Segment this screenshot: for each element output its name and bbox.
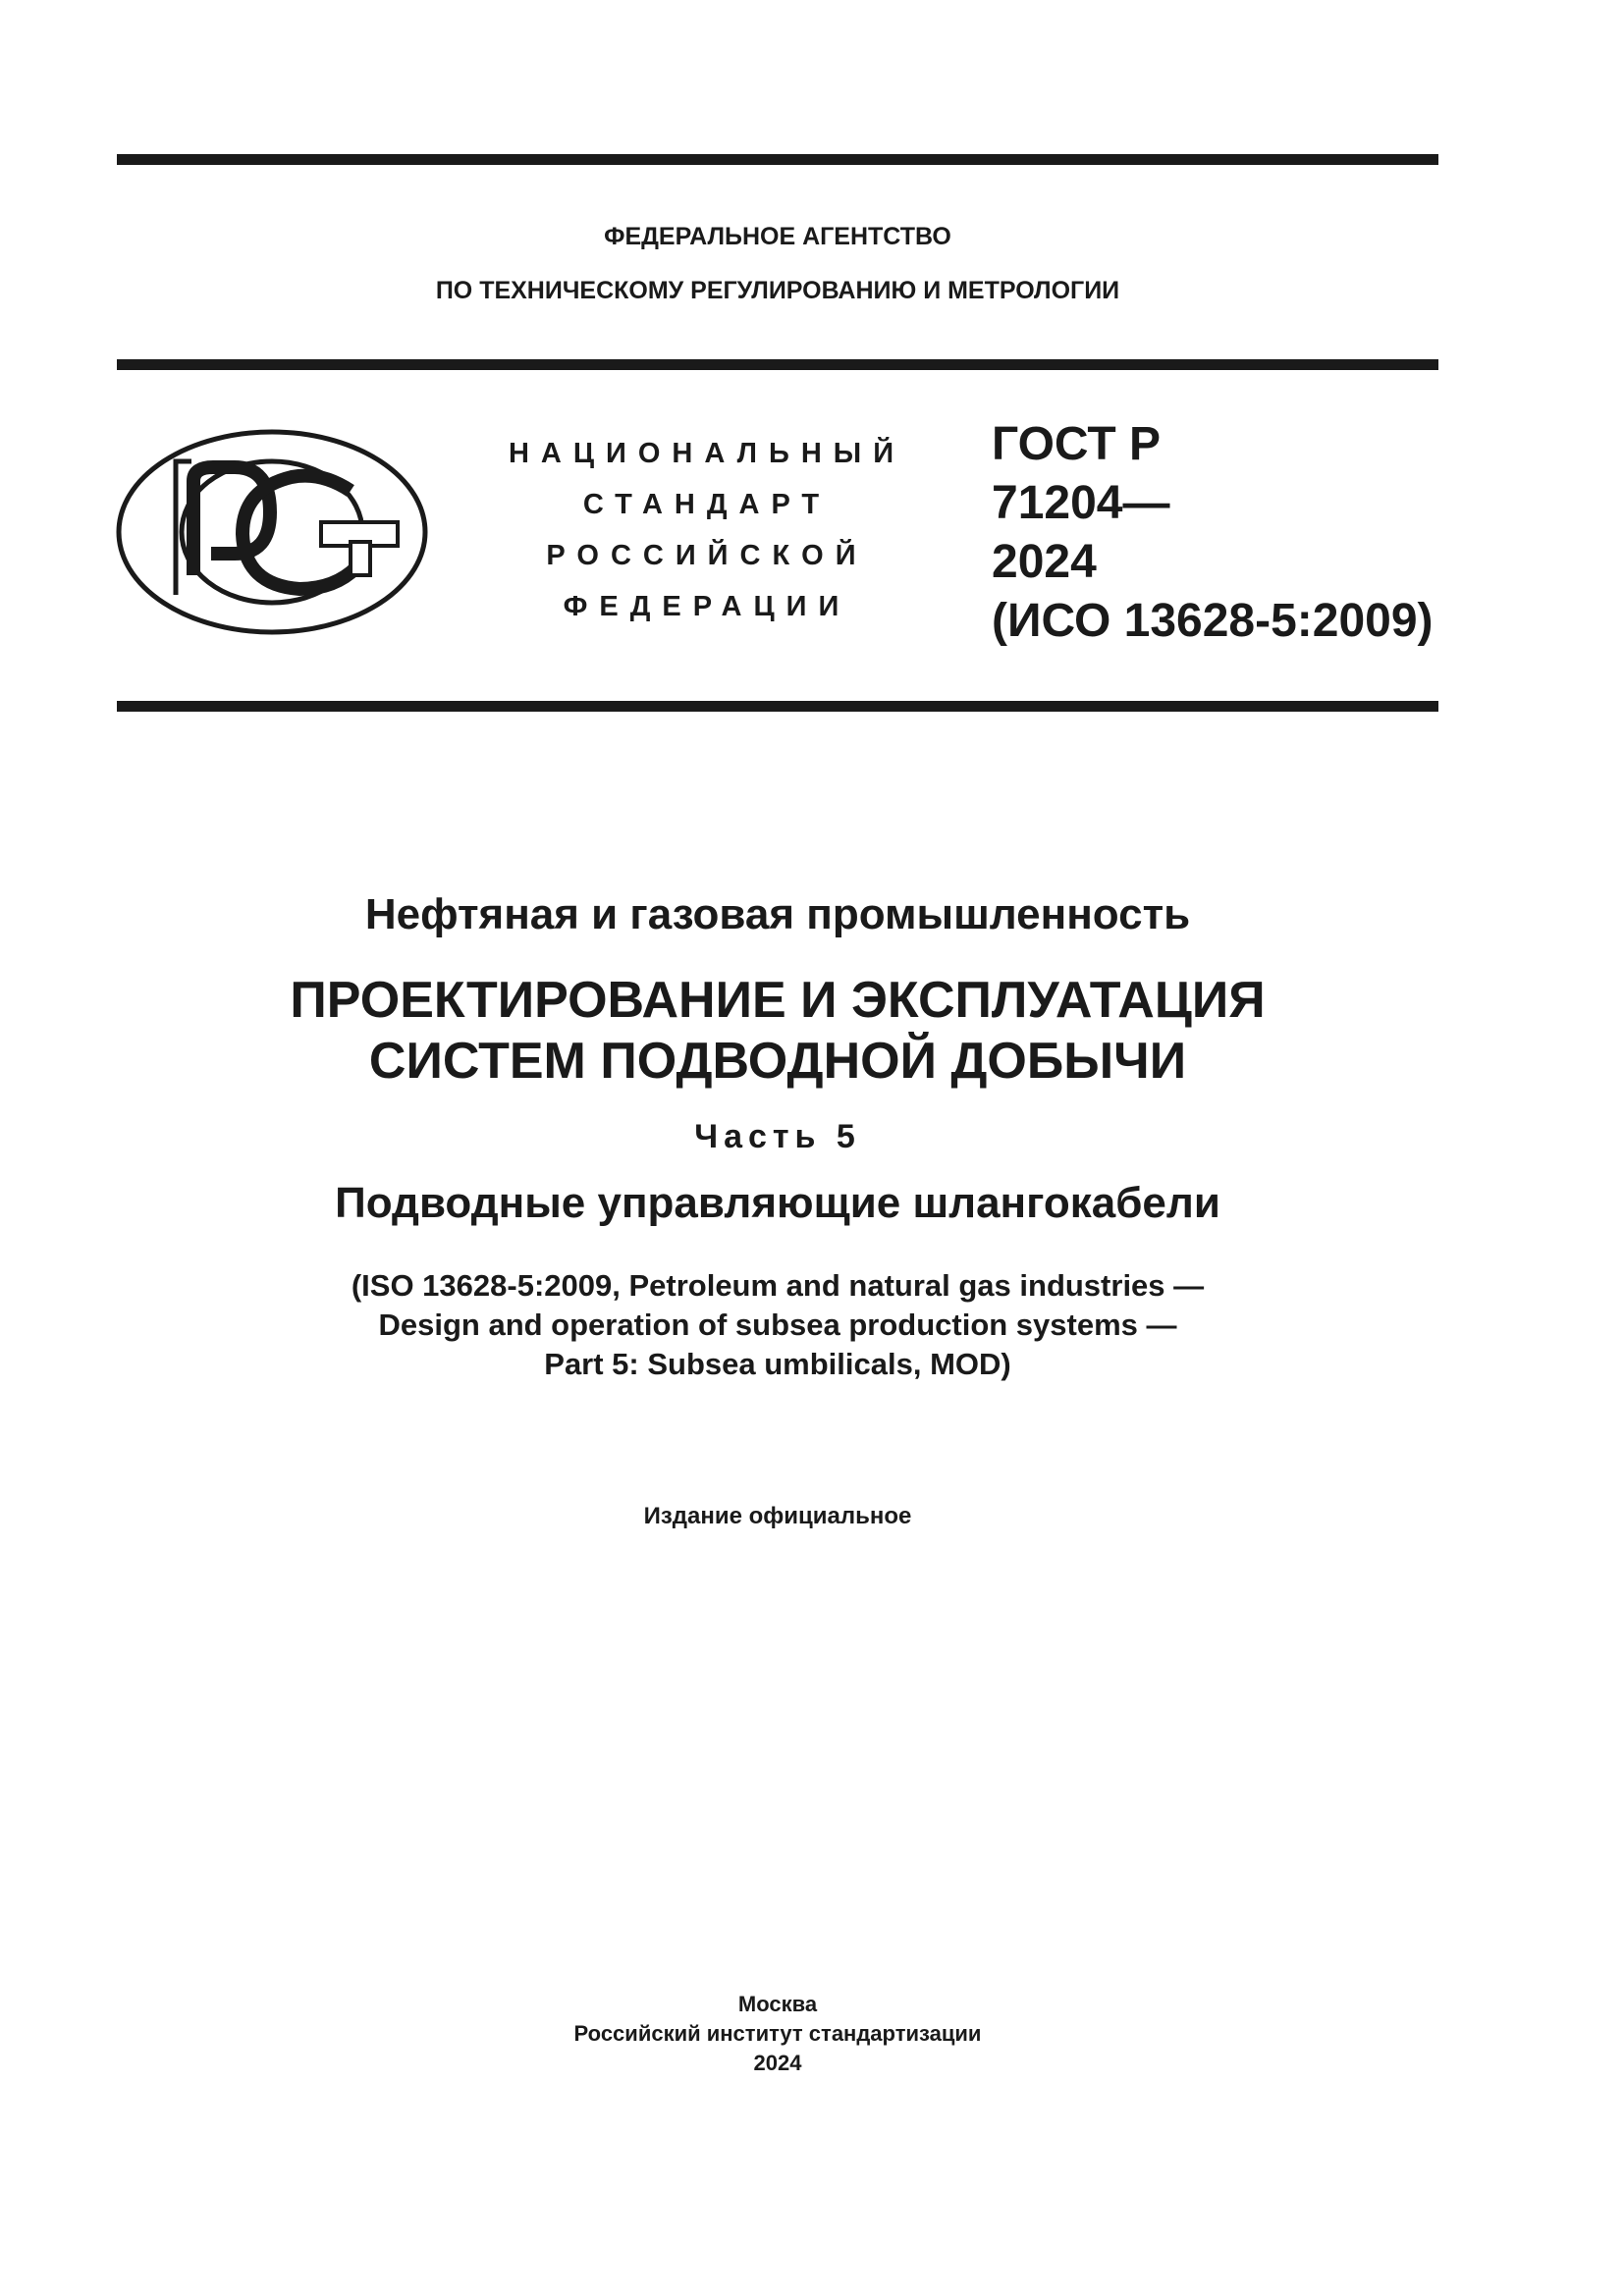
- imprint-publisher: Российский институт стандартизации: [573, 2021, 982, 2046]
- main-title-line-2: СИСТЕМ ПОДВОДНОЙ ДОБЫЧИ: [368, 1033, 1187, 1090]
- designation-line-3: 2024: [992, 536, 1097, 588]
- national-standard-label: [481, 428, 933, 632]
- top-rule: [117, 154, 1438, 165]
- national-standard-line-1: НАЦИОНАЛЬНЫЙ: [508, 438, 906, 469]
- header-rule: [117, 359, 1438, 370]
- designation-line-1: ГОСТ Р: [992, 418, 1162, 470]
- agency-line-1: ФЕДЕРАЛЬНОЕ АГЕНТСТВО: [604, 223, 951, 250]
- agency-line-2: ПО ТЕХНИЧЕСКОМУ РЕГУЛИРОВАНИЮ И МЕТРОЛОГИИ: [435, 277, 1120, 304]
- main-title: [117, 970, 1438, 1092]
- edition-note: Издание официальное: [643, 1503, 912, 1529]
- imprint-year: 2024: [753, 2051, 802, 2075]
- imprint-city: Москва: [737, 1992, 818, 2016]
- designation-rule: [117, 701, 1438, 712]
- main-title-line-1: ПРОЕКТИРОВАНИЕ И ЭКСПЛУАТАЦИЯ: [290, 972, 1266, 1029]
- iso-reference-line-1: (ISO 13628-5:2009, Petroleum and natural gas industries —: [351, 1268, 1205, 1303]
- designation-line-4: (ИСО 13628-5:2009): [992, 595, 1434, 647]
- standard-designation: [992, 415, 1443, 651]
- imprint: [117, 1990, 1438, 2078]
- iso-reference: [117, 1266, 1438, 1384]
- part-label: Часть 5: [694, 1118, 861, 1155]
- national-standard-line-3: РОССИЙСКОЙ: [546, 540, 868, 571]
- iso-reference-line-3: Part 5: Subsea umbilicals, MOD): [544, 1347, 1011, 1381]
- national-standard-line-2: СТАНДАРТ: [582, 489, 832, 520]
- rst-logo-icon: [115, 428, 429, 636]
- designation-line-2: 71204—: [992, 477, 1170, 529]
- iso-reference-line-2: Design and operation of subsea production systems —: [378, 1308, 1177, 1342]
- part-title: Подводные управляющие шлангокабели: [335, 1179, 1220, 1227]
- national-standard-line-4: ФЕДЕРАЦИИ: [563, 591, 851, 622]
- subject-title: Нефтяная и газовая промышленность: [364, 890, 1191, 938]
